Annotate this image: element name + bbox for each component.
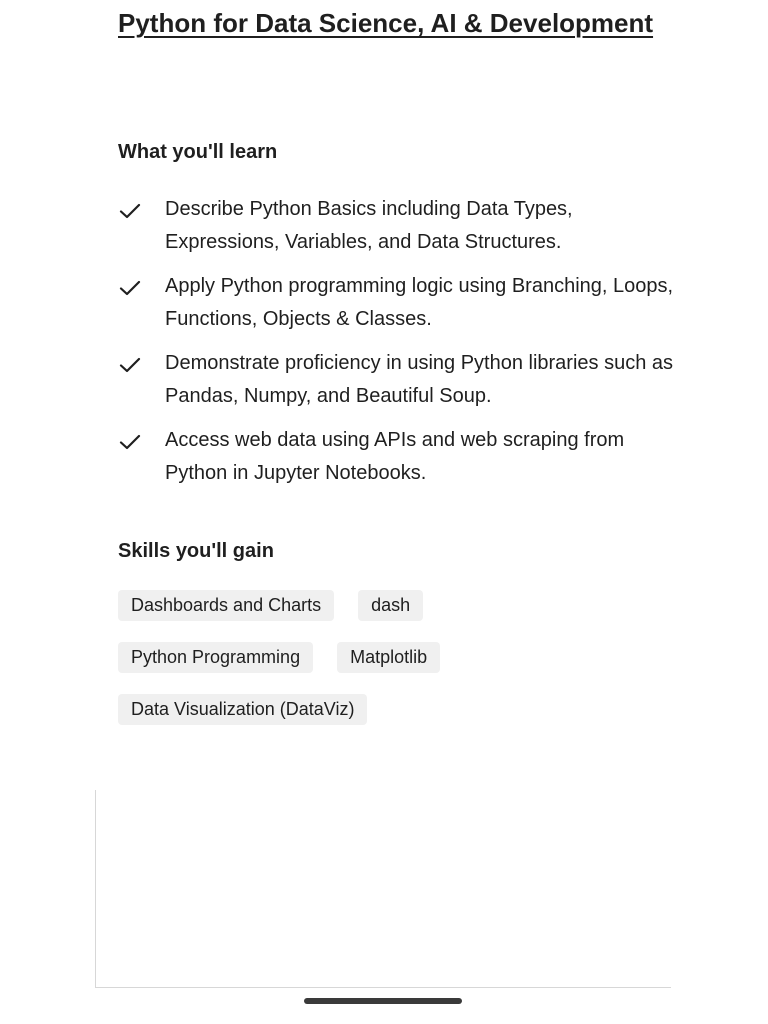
panel-border-bottom: [95, 987, 671, 988]
course-content: [118, 0, 678, 719]
learning-outcomes-list: [118, 193, 678, 501]
skill-chip-matplotlib[interactable]: Matplotlib: [337, 642, 440, 673]
what-you-will-learn-heading: What you'll learn: [118, 141, 278, 163]
home-indicator-bar[interactable]: [304, 998, 462, 1004]
learning-outcome-text: Apply Python programming logic using Branching, Loops, Functions, Objects & Classes.: [165, 275, 674, 330]
learning-outcome-item: [118, 347, 678, 413]
learning-outcome-text: Describe Python Basics including Data Types, Expressions, Variables, and Data Structures.: [165, 198, 573, 253]
learning-outcome-item: [118, 424, 678, 490]
course-title-link[interactable]: Python for Data Science, AI & Development: [118, 8, 654, 38]
learning-outcome-item: [118, 270, 678, 336]
skill-chip-dash[interactable]: dash: [358, 590, 423, 621]
learning-outcome-text: Demonstrate proficiency in using Python libraries such as Pandas, Numpy, and Beautiful Soup.: [165, 352, 674, 407]
skill-chip-python-programming[interactable]: Python Programming: [118, 642, 313, 673]
learning-outcome-text: Access web data using APIs and web scraping from Python in Jupyter Notebooks.: [165, 429, 625, 484]
panel-border-left: [95, 790, 96, 988]
skills-you-will-gain-heading: Skills you'll gain: [118, 540, 274, 562]
check-icon: [118, 199, 142, 223]
skill-chip-data-visualization[interactable]: Data Visualization (DataViz): [118, 694, 367, 725]
skills-row: [118, 642, 678, 673]
skill-chip-dashboards-and-charts[interactable]: Dashboards and Charts: [118, 590, 334, 621]
learning-outcome-item: [118, 193, 678, 259]
skills-row: [118, 590, 678, 621]
skills-row: [118, 694, 678, 725]
check-icon: [118, 430, 142, 454]
check-icon: [118, 353, 142, 377]
check-icon: [118, 276, 142, 300]
skills-chip-group: [118, 590, 678, 746]
